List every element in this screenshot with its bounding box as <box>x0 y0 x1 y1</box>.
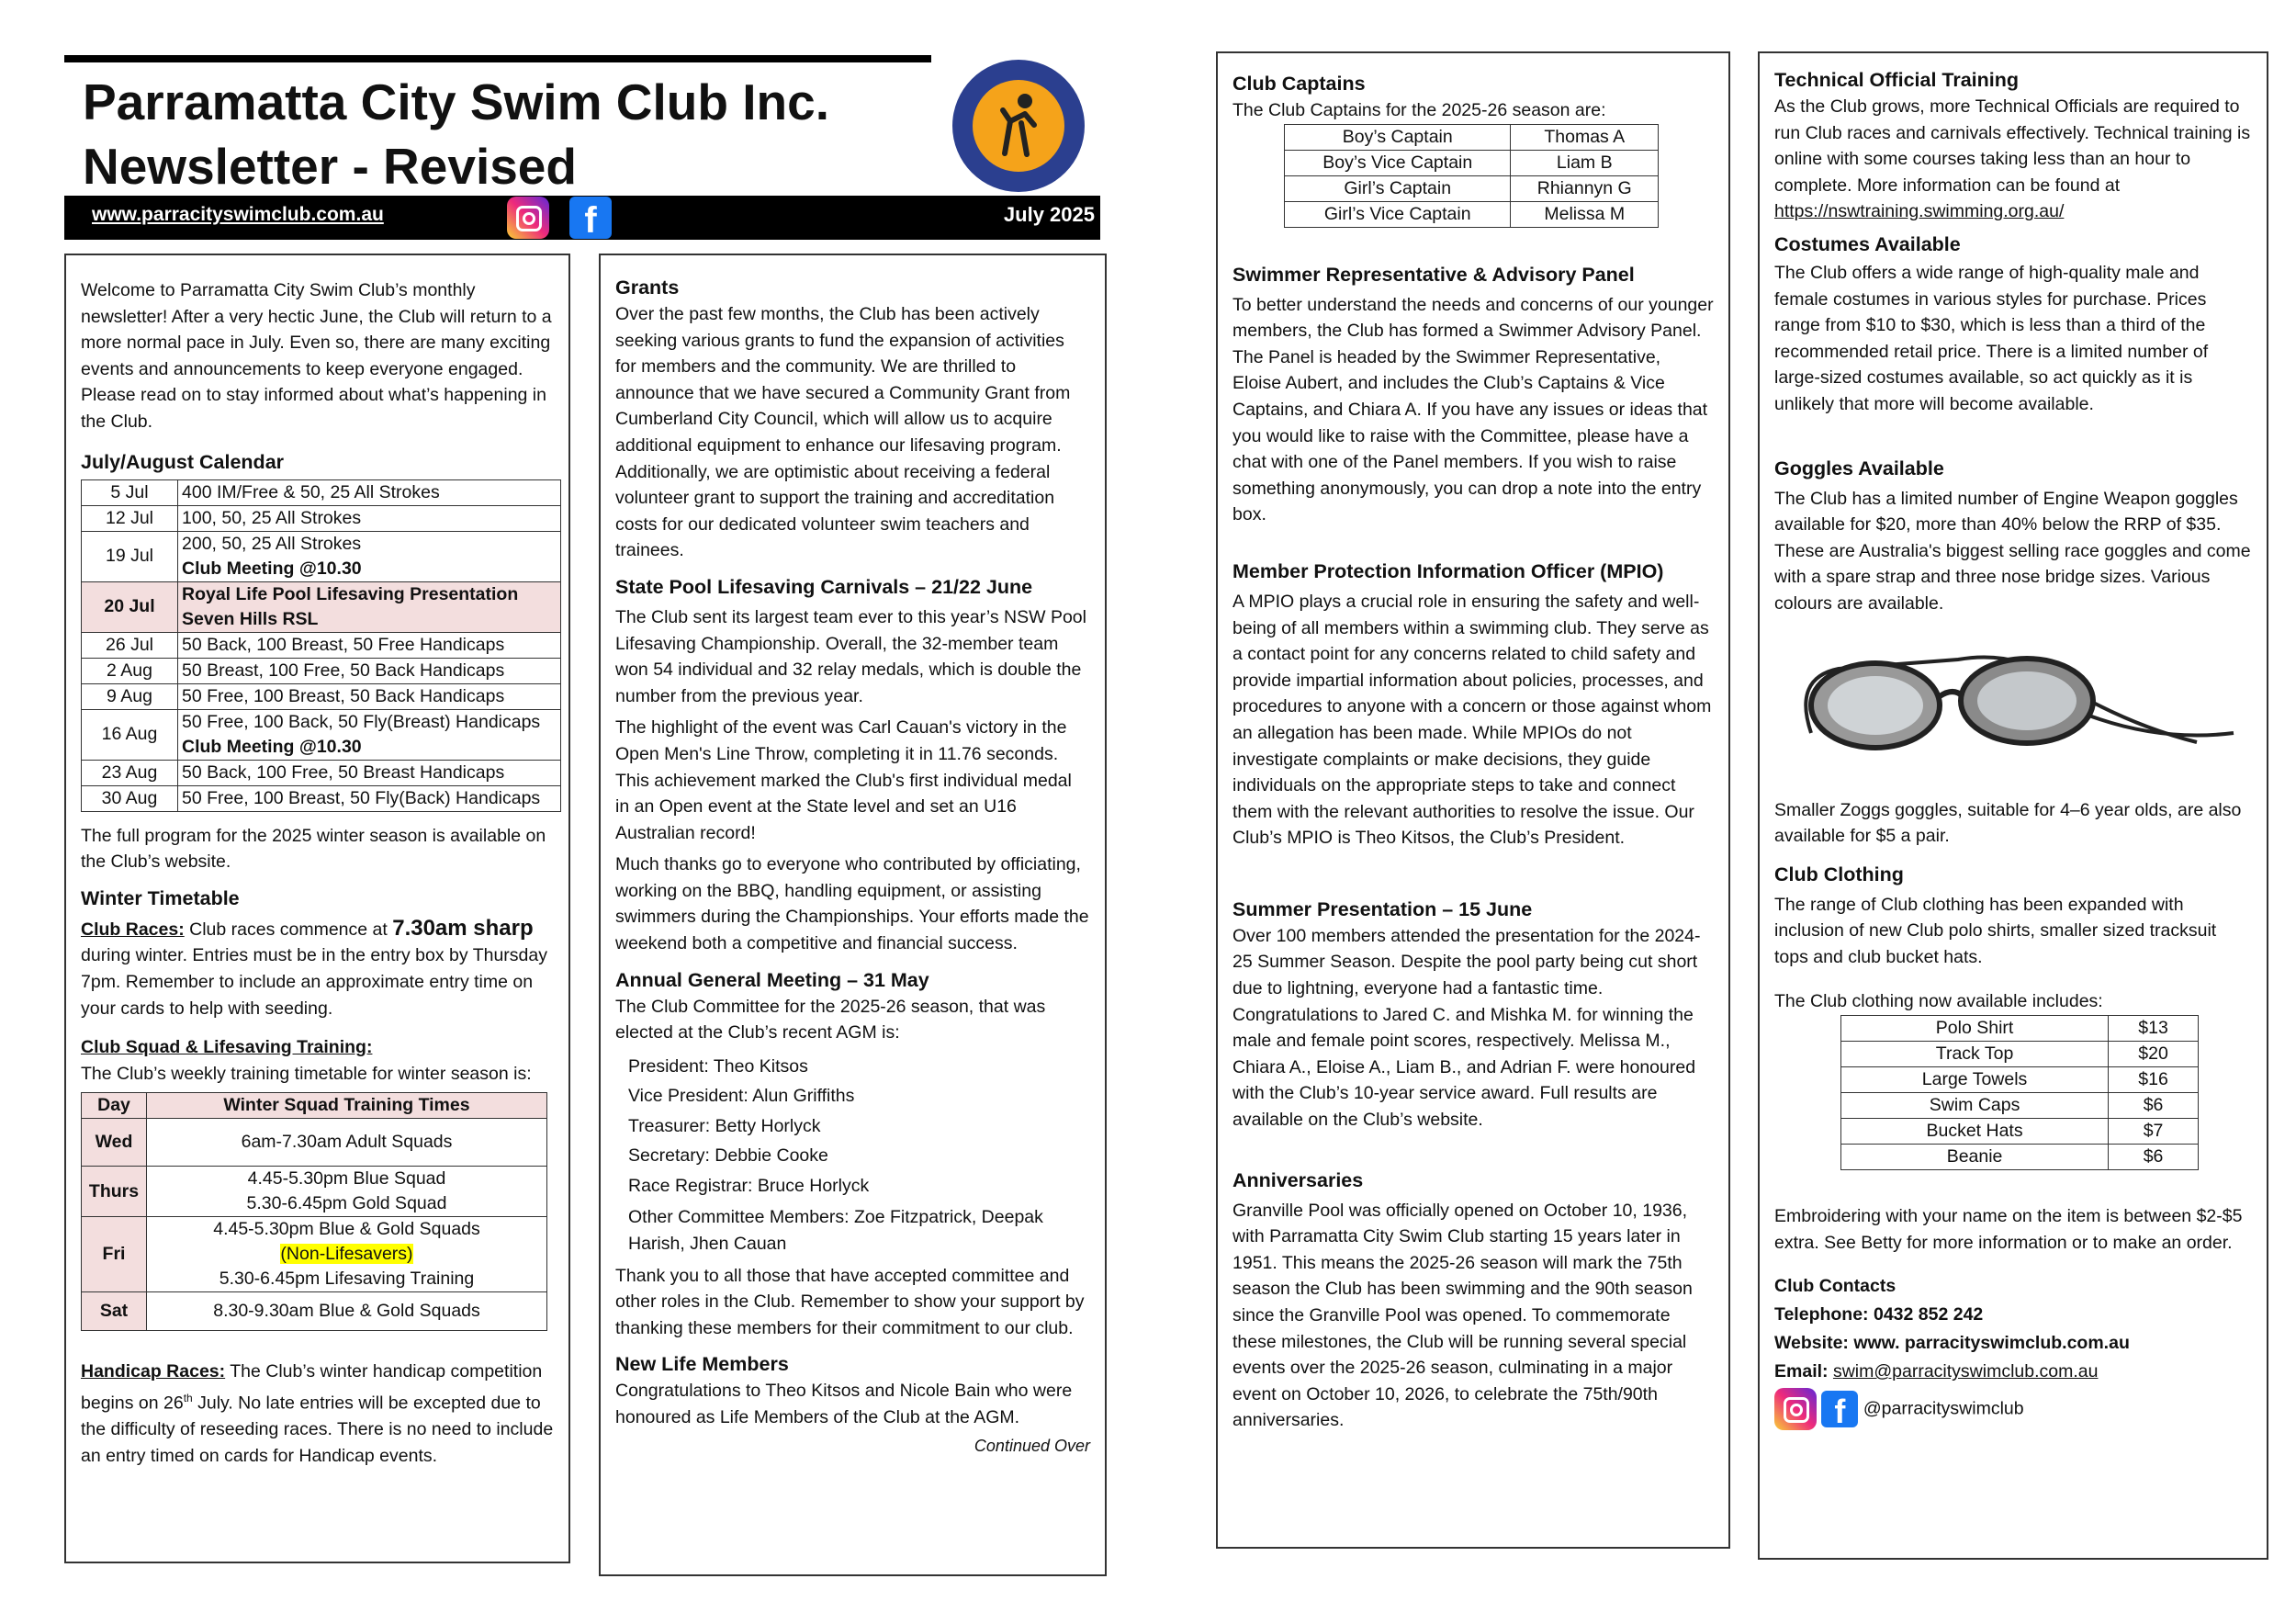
captain-name: Rhiannyn G <box>1511 175 1659 201</box>
training-time-line: 4.45-5.30pm Blue Squad <box>247 1168 446 1190</box>
calendar-date: 9 Aug <box>82 683 178 709</box>
handicap-text <box>81 1359 554 1469</box>
club-contacts <box>1774 1272 2252 1430</box>
training-day: Fri <box>82 1217 147 1292</box>
carnival-paragraph: The Club sent its largest team ever to this year’s NSW Pool Lifesaving Championship. Overall, the 32-member team won 54 individual and 32 relay medals, which is double the number from the previous year. <box>615 606 1086 706</box>
club-races-post: during winter. Entries must be in the entry box by Thursday 7pm. Remember to include an approximate entry time on your cards to help with seeding. <box>81 945 547 1019</box>
anniversaries-text: Granville Pool was officially opened on October 10, 1936, with Parramatta City Swim Club starting 15 years later in 1951. This means the 2025-26 season will mark the 75th season the Club has been swimming and the 90th season since the Granville Pool was opened. To commemorate these milestones, the Club will be running several special events over the 2025-26 season, culminating in a major event on October 10, 2026, to celebrate the 75th/90th anniversaries. <box>1232 1200 1693 1431</box>
clothing-price: $20 <box>2109 1042 2199 1067</box>
calendar-event <box>178 785 561 811</box>
training-times <box>147 1167 547 1217</box>
facebook-icon[interactable]: f <box>569 197 612 239</box>
calendar-date: 16 Aug <box>82 709 178 760</box>
clothing-row <box>1841 1093 2199 1119</box>
clothing-item: Track Top <box>1841 1042 2109 1067</box>
instagram-icon[interactable] <box>507 197 549 239</box>
agm-thanks: Thank you to all those that have accepted committee and other roles in the Club. Remember to show your support by thanking these members for their commitment to our club. <box>615 1265 1085 1338</box>
contact-email-label: Email: <box>1774 1361 1829 1382</box>
calendar-row <box>82 658 561 683</box>
calendar-row <box>82 479 561 505</box>
facebook-icon[interactable]: f <box>1821 1391 1858 1427</box>
carnival-paragraph: The highlight of the event was Carl Cauan's victory in the Open Men's Line Throw, completing it in 11.76 seconds. This achievement marked the Club's first individual medal in an Open event at the State level and set an U16 Australian record! <box>615 717 1072 843</box>
embroider-text: Embroidering with your name on the item is between $2-$5 extra. See Betty for more information or to make an order. <box>1774 1206 2243 1253</box>
clothing-price: $13 <box>2109 1016 2199 1042</box>
captain-name: Liam B <box>1511 150 1659 175</box>
panel-heading: Swimmer Representative & Advisory Panel <box>1232 263 1635 286</box>
mpio-text: A MPIO plays a crucial role in ensuring the safety and well-being of all members within a swimming club. They serve as a contact point for any concerns related to child safety and provide impartial information about policies, processes, and procedures to anyone with a concern or those against whom an allegation has been made. While MPIOs do not investigate complaints or make decisions, they guide individuals on the appropriate steps to take and connect them with the relevant authorities to resolve the issue. Our Club’s MPIO is Theo Kitsos, the Club’s President. <box>1232 591 1712 849</box>
squad-training-intro: The Club’s weekly training timetable for winter season is: <box>81 1063 532 1084</box>
calendar-row <box>82 581 561 632</box>
training-row <box>82 1292 547 1331</box>
tech-training-body: As the Club grows, more Technical Officials are required to run Club races and carnivals effectively. Technical training is online with some courses taking less than an hour to complete. More information can be found at <box>1774 96 2251 196</box>
calendar-row <box>82 785 561 811</box>
calendar-event-line: 50 Free, 100 Breast, 50 Fly(Back) Handicaps <box>182 787 541 808</box>
captain-name: Thomas A <box>1511 124 1659 150</box>
committee-item: Race Registrar: Bruce Horlyck <box>628 1175 870 1196</box>
calendar-event <box>178 581 561 632</box>
training-time-line: 8.30-9.30am Blue & Gold Squads <box>213 1301 480 1322</box>
mpio-heading: Member Protection Information Officer (MPIO) <box>1232 559 1664 582</box>
calendar-date: 12 Jul <box>82 505 178 531</box>
calendar-event <box>178 709 561 760</box>
calendar-row <box>82 632 561 658</box>
committee-item: Secretary: Debbie Cooke <box>628 1145 828 1167</box>
handicap-pre: The Club’s winter handicap competition begins on 26 <box>81 1361 543 1414</box>
training-times <box>147 1217 547 1292</box>
calendar-date: 2 Aug <box>82 658 178 683</box>
committee-item: Other Committee Members: Zoe Fitzpatrick, Deepak Harish, Jhen Cauan <box>628 1207 1043 1254</box>
goggles-image <box>1774 623 2252 788</box>
winter-timetable-heading: Winter Timetable <box>81 886 240 909</box>
captain-name: Melissa M <box>1511 201 1659 227</box>
captain-role: Boy’s Captain <box>1285 124 1511 150</box>
newsletter-title <box>83 70 928 198</box>
calendar-row <box>82 760 561 785</box>
committee-list <box>615 1052 1090 1257</box>
calendar-event-line: Club Meeting @10.30 <box>182 558 362 579</box>
calendar-event-line: 100, 50, 25 All Strokes <box>182 507 362 528</box>
agm-intro: The Club Committee for the 2025-26 season, that was elected at the Club’s recent AGM is: <box>615 996 1046 1043</box>
club-races-text <box>81 916 554 1021</box>
carnival-paragraph: Much thanks go to everyone who contributed by officiating, working on the BBQ, handling equipment, or assisting swimmers during the Championships. Your efforts made the weekend both a competitive and financial success. <box>615 854 1089 954</box>
training-row <box>82 1119 547 1167</box>
captains-row <box>1285 150 1659 175</box>
contacts-heading: Club Contacts <box>1774 1276 1896 1297</box>
committee-item: Vice President: Alun Griffiths <box>628 1086 855 1107</box>
column-4 <box>1758 51 2268 1560</box>
grants-text: Over the past few months, the Club has been actively seeking various grants to fund the expansion of activities for members and the community. We are thrilled to announce that we have secured a Community Grant from Cumberland City Council, which will allow us to acquire additional equipment to enhance our lifesaving program. Additionally, we are optimistic about receiving a federal volunteer grant to support the training and accreditation costs for our dedicated volunteer swim teachers and trainees. <box>615 304 1071 561</box>
non-lifesavers-highlight: (Non-Lifesavers) <box>280 1244 413 1265</box>
calendar-event <box>178 683 561 709</box>
header-website-link[interactable]: www.parracityswimclub.com.au <box>92 204 384 225</box>
calendar-event <box>178 479 561 505</box>
training-table-head <box>82 1093 547 1119</box>
calendar-row <box>82 505 561 531</box>
clothing-item: Swim Caps <box>1841 1093 2109 1119</box>
calendar-row <box>82 709 561 760</box>
clothing-price: $6 <box>2109 1145 2199 1170</box>
captains-row <box>1285 124 1659 150</box>
summer-heading: Summer Presentation – 15 June <box>1232 897 1533 920</box>
clothing-item: Bucket Hats <box>1841 1119 2109 1145</box>
calendar-event-line: 50 Back, 100 Breast, 50 Free Handicaps <box>182 634 505 655</box>
life-members-heading: New Life Members <box>615 1353 789 1376</box>
column-2 <box>599 254 1107 1576</box>
header-date: July 2025 <box>1003 203 1095 226</box>
clothing-table <box>1840 1015 2199 1170</box>
goggles-heading: Goggles Available <box>1774 457 1944 479</box>
calendar-event-line: Royal Life Pool Lifesaving Presentation <box>182 583 519 604</box>
captains-table <box>1284 124 1659 228</box>
training-day: Wed <box>82 1119 147 1167</box>
clothing-item: Large Towels <box>1841 1067 2109 1093</box>
calendar-event <box>178 531 561 581</box>
calendar-date: 5 Jul <box>82 479 178 505</box>
squad-training-label: Club Squad & Lifesaving Training: <box>81 1037 373 1058</box>
contact-email-link[interactable]: swim@parracityswimclub.com.au <box>1832 1361 2099 1382</box>
calendar-event-line: Seven Hills RSL <box>182 608 319 629</box>
clothing-price: $6 <box>2109 1093 2199 1119</box>
clothing-row <box>1841 1016 2199 1042</box>
club-races-pre: Club races commence at <box>184 919 393 940</box>
handicap-sup: th <box>183 1391 193 1404</box>
captains-row <box>1285 201 1659 227</box>
training-time-line: 6am-7.30am Adult Squads <box>241 1132 453 1153</box>
clothing-item: Polo Shirt <box>1841 1016 2109 1042</box>
calendar-table <box>81 479 561 812</box>
captains-row <box>1285 175 1659 201</box>
calendar-event <box>178 505 561 531</box>
panel-text: To better understand the needs and concerns of our younger members, the Club has formed a Swimmer Advisory Panel. The Panel is headed by the Swimmer Representative, Eloise Aubert, and includes the Club’s Captains & Vice Captains, and Chiara A. If you have any issues or ideas that you would like to raise with the Committee, please have a chat with one of the Panel members. If you wish to raise something anonymously, you can drop a note into the entry box. <box>1232 294 1714 525</box>
clothing-row <box>1841 1067 2199 1093</box>
title-line-2: Newsletter - Revised <box>83 138 577 195</box>
calendar-row <box>82 531 561 581</box>
calendar-event-line: 50 Breast, 100 Free, 50 Back Handicaps <box>182 660 505 681</box>
social-handle: @parracityswimclub <box>1863 1398 2024 1419</box>
committee-item: President: Theo Kitsos <box>628 1055 808 1077</box>
club-races-time: 7.30am sharp <box>392 915 534 941</box>
training-day: Sat <box>82 1292 147 1331</box>
calendar-event <box>178 632 561 658</box>
clothing-row <box>1841 1145 2199 1170</box>
club-races-label: Club Races: <box>81 919 185 940</box>
calendar-event-line: 200, 50, 25 All Strokes <box>182 533 362 554</box>
welcome-text: Welcome to Parramatta City Swim Club’s monthly newsletter! After a very hectic June, the Club will return to a more normal pace in July. Even so, there are many exciting events and announcements to keep everyone engaged. Please read on to stay informed about what’s happening in the Club. <box>81 280 552 432</box>
goggles-text: The Club has a limited number of Engine Weapon goggles available for $20, more than 40% below the RRP of $35. These are Australia's biggest selling race goggles and come with a spare strap and three nose bridge sizes. Various colours are available. <box>1774 488 2251 614</box>
tech-training-text <box>1774 94 2252 225</box>
contact-email-row <box>1774 1358 2252 1386</box>
training-times <box>147 1292 547 1331</box>
clothing-intro: The Club clothing now available includes: <box>1774 991 2103 1012</box>
captains-heading: Club Captains <box>1232 73 1366 95</box>
anniversaries-heading: Anniversaries <box>1232 1168 1364 1191</box>
training-time-line <box>151 1242 543 1267</box>
calendar-date: 23 Aug <box>82 760 178 785</box>
calendar-event <box>178 760 561 785</box>
calendar-event-line: 400 IM/Free & 50, 25 All Strokes <box>182 481 440 502</box>
grants-heading: Grants <box>615 276 680 299</box>
calendar-event-line: Club Meeting @10.30 <box>182 736 362 757</box>
training-day: Thurs <box>82 1167 147 1217</box>
training-head-times: Winter Squad Training Times <box>147 1093 547 1119</box>
clothing-text: The range of Club clothing has been expanded with inclusion of new Club polo shirts, smaller sized tracksuit tops and club bucket hats. <box>1774 894 2217 967</box>
clothing-price: $7 <box>2109 1119 2199 1145</box>
captain-role: Girl’s Captain <box>1285 175 1511 201</box>
training-row <box>82 1167 547 1217</box>
squad-training-text <box>81 1034 554 1087</box>
costumes-text: The Club offers a wide range of high-quality male and female costumes in various styles for purchase. Prices range from $10 to $30, which is less than a third of the recommended retail price. There is a limited number of large-sized costumes available, so act quickly as it is unlikely that more will become available. <box>1774 262 2209 414</box>
handicap-label: Handicap Races: <box>81 1361 226 1382</box>
column-1 <box>64 254 570 1563</box>
title-line-1: Parramatta City Swim Club Inc. <box>83 73 829 130</box>
clothing-price: $16 <box>2109 1067 2199 1093</box>
training-times <box>147 1119 547 1167</box>
continued-over: Continued Over <box>974 1436 1090 1455</box>
clothing-row <box>1841 1042 2199 1067</box>
zoggs-text: Smaller Zoggs goggles, suitable for 4–6 year olds, are also available for $5 a pair. <box>1774 799 2242 847</box>
training-time-line: 5.30-6.45pm Gold Squad <box>246 1193 447 1214</box>
captains-intro: The Club Captains for the 2025-26 season are: <box>1232 100 1606 120</box>
calendar-row <box>82 683 561 709</box>
training-head-day: Day <box>82 1093 147 1119</box>
program-note: The full program for the 2025 winter season is available on the Club’s website. <box>81 825 546 873</box>
committee-item: Treasurer: Betty Horlyck <box>628 1115 821 1136</box>
handicap-post: July. No late entries will be excepted due to the difficulty of reseeding races. There is no need to include an entry timed on cards for Handicap events. <box>81 1393 554 1466</box>
training-time-line: 4.45-5.30pm Blue & Gold Squads <box>213 1219 480 1240</box>
clothing-row <box>1841 1119 2199 1145</box>
calendar-event <box>178 658 561 683</box>
calendar-event-line: 50 Free, 100 Breast, 50 Back Handicaps <box>182 685 505 706</box>
header-logo <box>950 57 1087 195</box>
calendar-event-line: 50 Free, 100 Back, 50 Fly(Breast) Handicaps <box>182 711 541 732</box>
contact-telephone: Telephone: 0432 852 242 <box>1774 1304 1984 1325</box>
calendar-date: 30 Aug <box>82 785 178 811</box>
clothing-item: Beanie <box>1841 1145 2109 1170</box>
calendar-event-line: 50 Back, 100 Free, 50 Breast Handicaps <box>182 761 505 783</box>
life-members-text: Congratulations to Theo Kitsos and Nicole Bain who were honoured as Life Members of the Club at the AGM. <box>615 1381 1073 1427</box>
captain-role: Boy’s Vice Captain <box>1285 150 1511 175</box>
carnival-heading: State Pool Lifesaving Carnivals – 21/22 June <box>615 575 1033 598</box>
clothing-heading: Club Clothing <box>1774 863 1904 885</box>
instagram-icon[interactable] <box>1774 1388 1817 1430</box>
training-table <box>81 1092 547 1331</box>
agm-heading: Annual General Meeting – 31 May <box>615 968 929 991</box>
contact-website[interactable]: Website: www. parracityswimclub.com.au <box>1774 1333 2130 1354</box>
tech-training-link[interactable]: https://nswtraining.swimming.org.au/ <box>1774 201 2065 222</box>
calendar-heading: July/August Calendar <box>81 450 285 473</box>
social-row <box>1774 1388 2252 1430</box>
calendar-date: 20 Jul <box>82 581 178 632</box>
column-3 <box>1216 51 1730 1549</box>
tech-training-heading: Technical Official Training <box>1774 69 2020 91</box>
header-top-rule <box>64 55 931 62</box>
summer-text: Over 100 members attended the presentation for the 2024-25 Summer Season. Despite the pool party being cut short due to lightning, everyone had a fantastic time. Congratulations to Jared C. and Mishka M. for winning the male and female point scores, respectively. Melissa M., Chiara A., Eloise A., Liam B., and Adrian F. were honoured with the Club’s 10-year service award. Full results are available on the Club’s website. <box>1232 925 1701 1131</box>
training-row <box>82 1217 547 1292</box>
calendar-date: 19 Jul <box>82 531 178 581</box>
captain-role: Girl’s Vice Captain <box>1285 201 1511 227</box>
costumes-heading: Costumes Available <box>1774 232 1961 255</box>
calendar-date: 26 Jul <box>82 632 178 658</box>
training-time-line: 5.30-6.45pm Lifesaving Training <box>219 1269 475 1290</box>
